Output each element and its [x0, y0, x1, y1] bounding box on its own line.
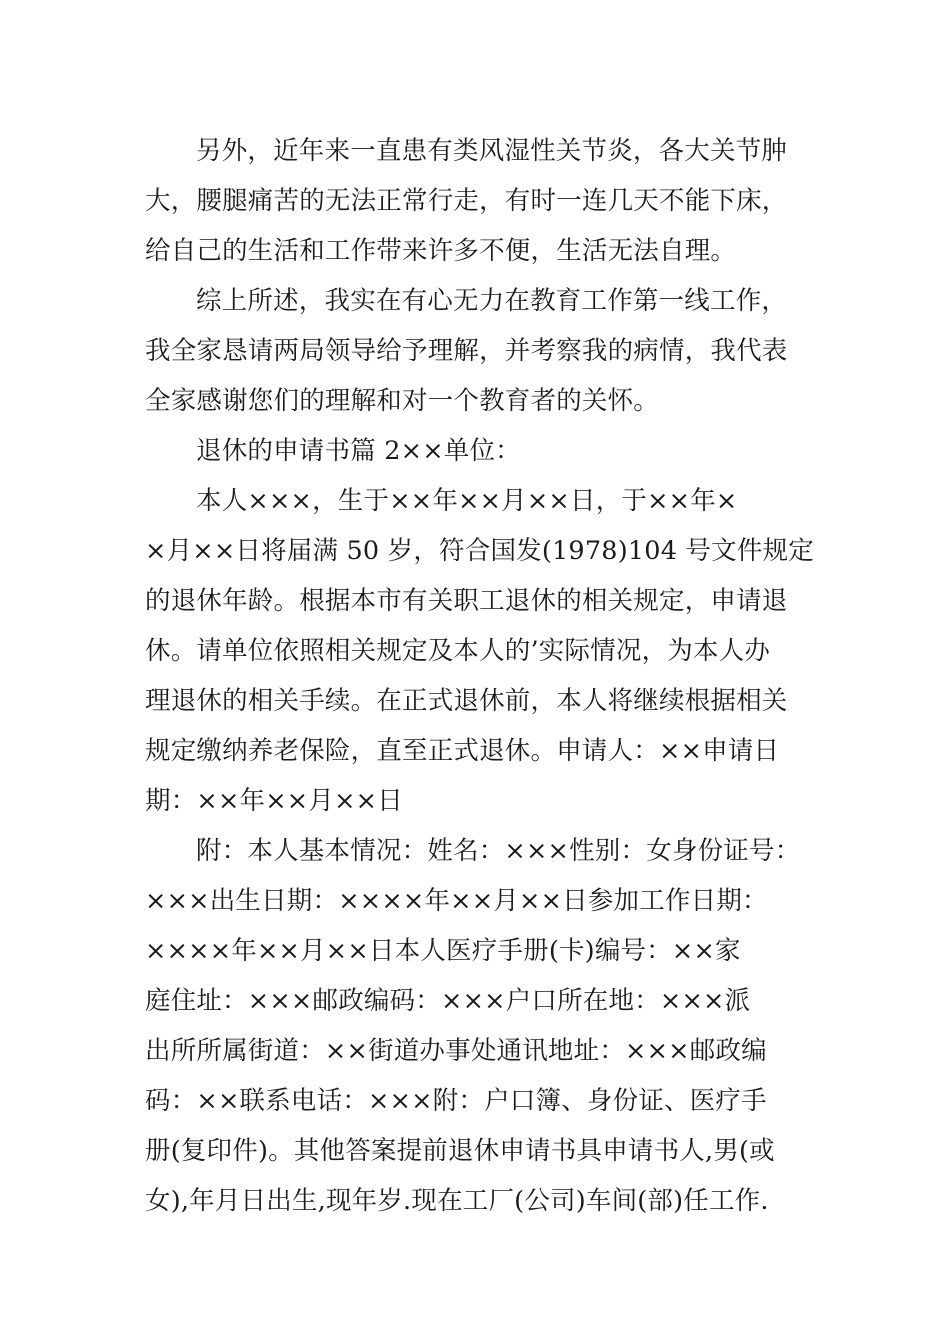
paragraph-line: 综上所述，我实在有心无力在教育工作第一线工作，: [196, 286, 788, 316]
section-heading: 退休的申请书篇 2××单位：: [196, 436, 521, 466]
paragraph-line: 另外，近年来一直患有类风湿性关节炎，各大关节肿: [196, 136, 788, 166]
paragraph-line: ×××出生日期：××××年××月××日参加工作日期：: [145, 886, 768, 916]
paragraph-line: 庭住址：×××邮政编码：×××户口所在地：×××派: [145, 986, 751, 1016]
paragraph-line: 给自己的生活和工作带来许多不便，生活无法自理。: [145, 236, 737, 266]
paragraph-line: 码：××联系电话：×××附：户口簿、身份证、医疗手: [145, 1086, 767, 1116]
paragraph-line: 附：本人基本情况：姓名：×××性别：女身份证号：: [196, 836, 801, 866]
paragraph-line: 册(复印件)。其他答案提前退休申请书具申请书人,男(或: [145, 1136, 775, 1166]
paragraph-line: 本人×××，生于××年××月××日，于××年×: [196, 486, 738, 516]
paragraph-line: 女),年月日出生,现年岁.现在工厂(公司)车间(部)任工作.: [145, 1186, 769, 1216]
paragraph-line: 休。请单位依照相关规定及本人的’实际情况，为本人办: [145, 636, 771, 666]
paragraph-line: 的退休年龄。根据本市有关职工退休的相关规定，申请退: [145, 586, 788, 616]
paragraph-line: 全家感谢您们的理解和对一个教育者的关怀。: [145, 386, 660, 416]
paragraph-line: 大，腰腿痛苦的无法正常行走，有时一连几天不能下床，: [145, 186, 788, 216]
paragraph-line: ×月××日将届满 50 岁，符合国发(1978)104 号文件规定: [145, 536, 814, 566]
paragraph-line: 理退休的相关手续。在正式退休前，本人将继续根据相关: [145, 686, 788, 716]
paragraph-line: 我全家恳请两局领导给予理解，并考察我的病情，我代表: [145, 336, 788, 366]
paragraph-line: 出所所属街道：××街道办事处通讯地址：×××邮政编: [145, 1036, 767, 1066]
paragraph-line: ××××年××月××日本人医疗手册(卡)编号：××家: [145, 936, 741, 966]
paragraph-line: 期：××年××月××日: [145, 786, 403, 816]
paragraph-line: 规定缴纳养老保险，直至正式退休。申请人：××申请日: [145, 736, 780, 766]
